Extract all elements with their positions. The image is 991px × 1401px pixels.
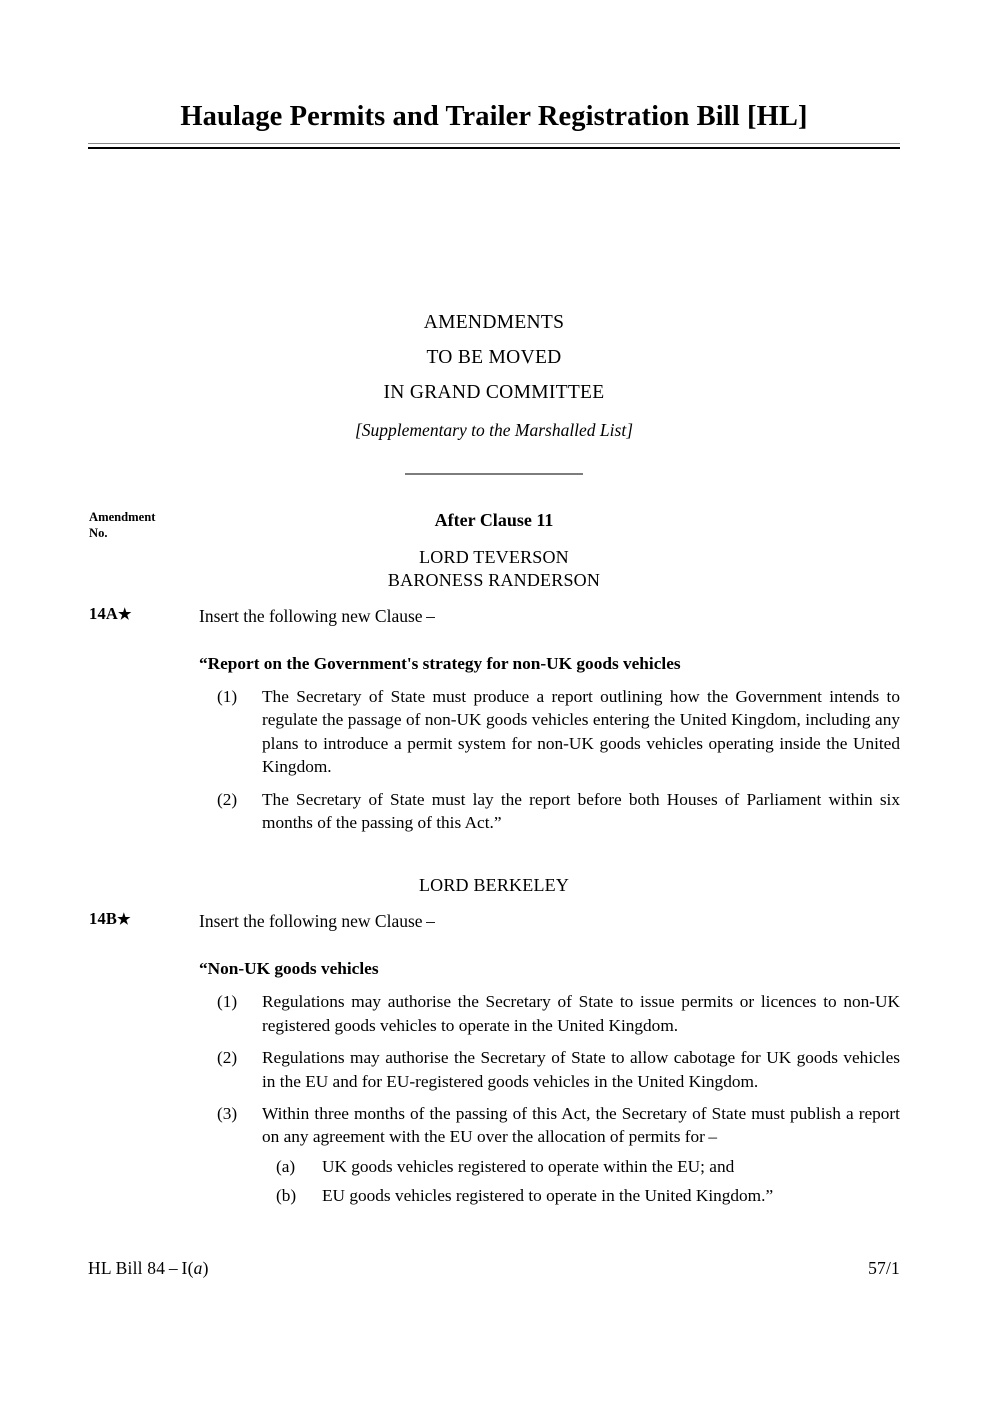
amendment-no-label-line2: No. bbox=[89, 525, 108, 540]
amendment-instruction: Insert the following new Clause – bbox=[199, 911, 435, 932]
heading-to-be-moved: TO BE MOVED bbox=[426, 347, 562, 368]
clause-subparagraph bbox=[262, 1155, 900, 1178]
sponsor-name: LORD TEVERSON bbox=[419, 547, 569, 567]
paragraph-text: Within three months of the passing of this Act, the Secretary of State must publish a report on any agreement with the EU over the allocation of permits for – bbox=[262, 1104, 900, 1147]
bill-reference-italic: a bbox=[193, 1258, 203, 1278]
heading-amendments: AMENDMENTS bbox=[423, 312, 565, 333]
title-rule-thick bbox=[88, 147, 900, 150]
paragraph-text: The Secretary of State must lay the report before both Houses of Parliament within six months of the passing of this Act.” bbox=[262, 789, 900, 833]
sponsor-name: BARONESS RANDERSON bbox=[387, 570, 601, 590]
subparagraph-text: EU goods vehicles registered to operate in the United Kingdom.” bbox=[322, 1186, 774, 1206]
bill-reference-suffix: ) bbox=[202, 1258, 209, 1278]
title-block bbox=[88, 100, 900, 149]
page-footer bbox=[88, 1258, 900, 1279]
amendment-number-14A bbox=[89, 604, 132, 624]
clause-paragraph bbox=[199, 1046, 900, 1093]
paragraph-marker: (2) bbox=[217, 789, 238, 809]
bill-reference-prefix: HL Bill 84 – I( bbox=[88, 1258, 194, 1278]
amendment-row-14B bbox=[88, 909, 900, 935]
amendment-no-label-line1: Amendment bbox=[89, 510, 156, 524]
sponsor-list-14B bbox=[88, 874, 900, 897]
heading-divider bbox=[405, 473, 583, 475]
new-clause-title-14A: “Report on the Government's strategy for non-UK goods vehicles bbox=[199, 654, 681, 673]
clause-paragraph bbox=[199, 1102, 900, 1149]
paragraph-marker: (2) bbox=[217, 1048, 238, 1068]
clause-heading: After Clause 11 bbox=[434, 510, 554, 530]
heading-in-grand-committee: IN GRAND COMMITTEE bbox=[383, 382, 605, 403]
amendment-instruction: Insert the following new Clause – bbox=[199, 606, 435, 626]
subparagraph-marker: (b) bbox=[276, 1186, 297, 1206]
paragraph-text: Regulations may authorise the Secretary of State to allow cabotage for UK goods vehicles in the EU and for EU-registered goods vehicles in the United Kingdom. bbox=[262, 1048, 900, 1091]
sponsor-name: LORD BERKELEY bbox=[418, 875, 570, 896]
clause-paragraph bbox=[199, 990, 900, 1037]
heading-supplementary-note: [Supplementary to the Marshalled List] bbox=[354, 420, 634, 440]
paragraph-text: The Secretary of State must produce a report outlining how the Government intends to regulate the passage of non-UK goods vehicles entering the United Kingdom, including any plans to introduce a permit system for non-UK goods vehicles operating inside the United Kingdom. bbox=[262, 687, 900, 777]
amendment-number-text: 14B bbox=[89, 909, 118, 929]
amendment-row-14A bbox=[88, 604, 900, 630]
paragraph-marker: (1) bbox=[217, 992, 238, 1012]
amendment-block-14B bbox=[88, 874, 900, 1207]
amendment-block-14A bbox=[88, 546, 900, 834]
subparagraph-text: UK goods vehicles registered to operate within the EU; and bbox=[322, 1156, 735, 1176]
amendment-number-text: 14A bbox=[89, 604, 119, 623]
clause-paragraph bbox=[199, 788, 900, 835]
amendment-number-14B bbox=[89, 909, 131, 929]
clause-subparagraph bbox=[262, 1184, 900, 1207]
heading-group bbox=[88, 305, 900, 475]
star-icon: ★ bbox=[117, 912, 131, 929]
star-icon: ★ bbox=[118, 607, 132, 623]
paragraph-marker: (3) bbox=[217, 1104, 238, 1124]
paragraph-marker: (1) bbox=[217, 687, 238, 706]
page-number: 57/1 bbox=[868, 1258, 900, 1278]
subparagraph-marker: (a) bbox=[276, 1156, 296, 1176]
heading-divider-wrap bbox=[88, 473, 900, 475]
clause-paragraph bbox=[199, 685, 900, 779]
page-title: Haulage Permits and Trailer Registration Bill [HL] bbox=[180, 101, 808, 132]
paragraph-text: Regulations may authorise the Secretary of State to issue permits or licences to non-UK registered goods vehicles to operate in the United Kingdom. bbox=[262, 992, 900, 1035]
amendments-body bbox=[88, 508, 900, 1208]
new-clause-title-14B: “Non-UK goods vehicles bbox=[199, 959, 379, 979]
bill-reference bbox=[88, 1258, 209, 1279]
sponsor-list-14A bbox=[88, 546, 900, 592]
